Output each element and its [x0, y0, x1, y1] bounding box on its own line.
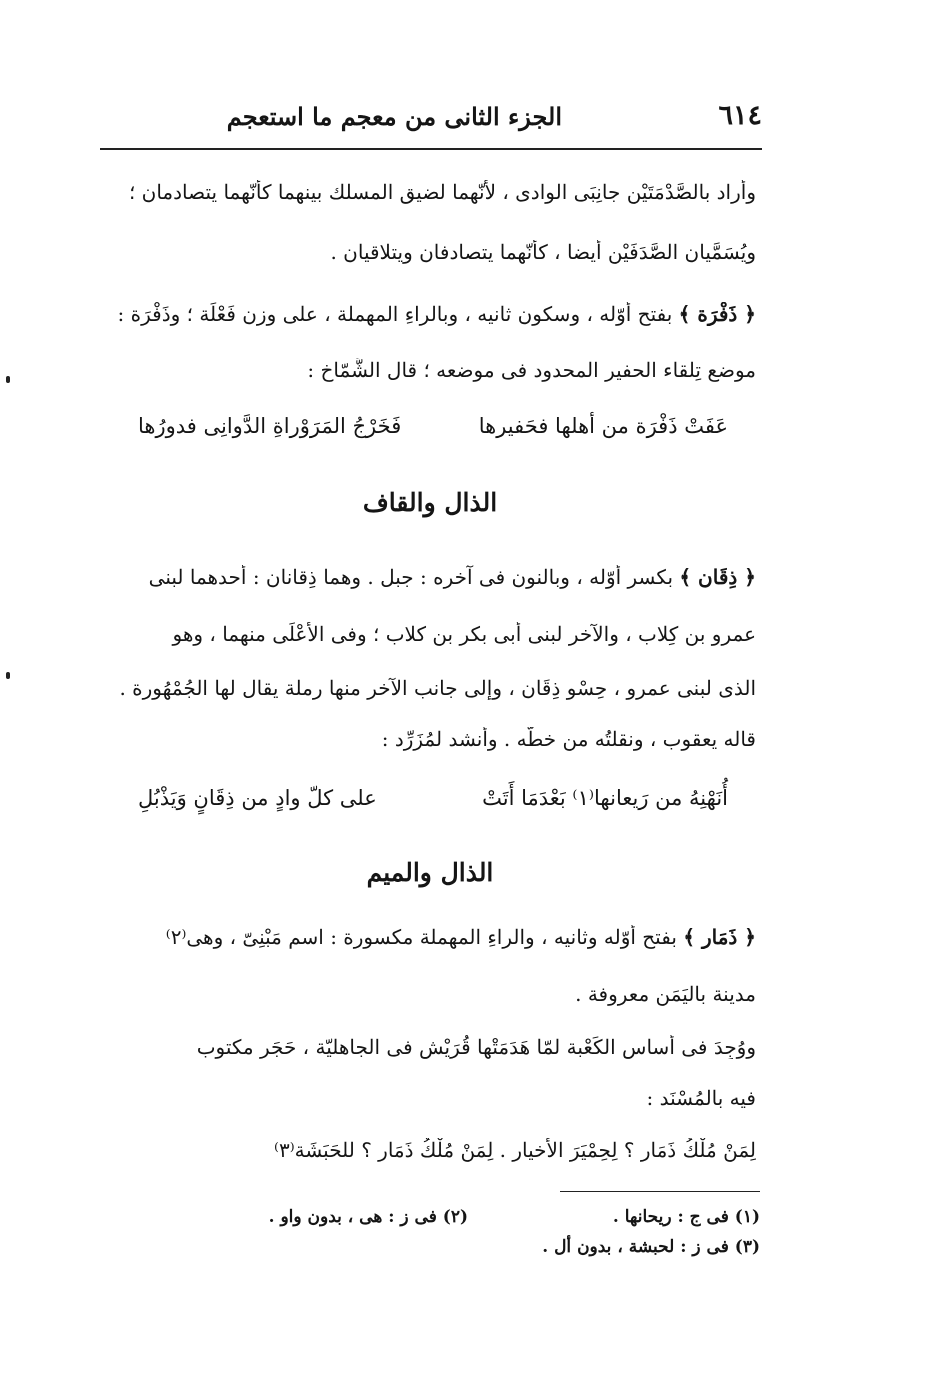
- verse-2: [138, 786, 728, 836]
- dhiqan-line3: الذى لبنى عمرو ، حِسْو ذِقَان ، وإلى جانب الآخر منها رملة يقال لها الجُمْهُورة .: [119, 676, 756, 700]
- footnote-2: (٢) فى ز : هى ، بدون واو .: [268, 1207, 468, 1227]
- text-line: [104, 727, 756, 751]
- footnote-3: (٣) فى ز : لحبشة ، بدون أل .: [542, 1237, 760, 1257]
- text-line: [104, 676, 756, 700]
- headword-dhafra: ﴿ ذَفْرَة ﴾: [678, 302, 756, 326]
- section-heading-dhal-qaf: الذال والقاف: [362, 488, 498, 517]
- footnote-rule: [560, 1191, 760, 1192]
- dhiqan-line2: عمرو بن كِلاب ، والآخر لبنى أبى بكر بن كلاب ؛ وفى الأعْلَى منهما ، وهو: [172, 622, 756, 646]
- page-header: [100, 98, 762, 142]
- dhiqan-line4: قاله يعقوب ، ونقلتُه من خطّه . وأنشد لمُزَرِّد :: [381, 727, 756, 751]
- verse2-hemistich-1: أُنَهْنِهُ من رَيعانها⁽١⁾ بَعْدَمَا أَتَتْ: [482, 786, 728, 810]
- text-line: [104, 240, 756, 264]
- text-line: [104, 1086, 756, 1110]
- verse2-hemistich-2: على كلّ وادٍ من ذِقَانٍ وَيَذْبُلِ: [138, 786, 377, 810]
- entry-dhiqan: [104, 565, 756, 589]
- headword-dhamar: ﴿ ذَمَار ﴾: [683, 925, 756, 949]
- page-number: ٦١٤: [718, 100, 762, 131]
- text-line: [104, 622, 756, 646]
- dhiqan-line1: بكسر أوّله ، وبالنون فى آخره : جبل . وهما ذِقانان : أحدهما لبنى: [148, 565, 674, 589]
- verse1-hemistich-2: فَخَرْجُ المَرَوْراةِ الدَّوانِى فدورُها: [138, 414, 402, 438]
- inscription-text: لِمَنْ مُلْكُ ذَمَار ؟ لِحِمْيَرَ الأخيار . لِمَنْ مُلْكُ ذَمَار ؟ للحَبَشَة⁽٣⁾: [274, 1138, 756, 1162]
- text-line: [104, 358, 756, 382]
- entry-dhamar: [104, 925, 756, 949]
- found-line2: فيه بالمُسْنَد :: [646, 1086, 756, 1110]
- text-line: [104, 1035, 756, 1059]
- scan-speck: [6, 672, 10, 679]
- dhamar-line1: بفتح أوّله وثانيه ، والراءِ المهملة مكسورة : اسم مَبْنِىّ ، وهى⁽٢⁾: [165, 925, 677, 949]
- verse1-hemistich-1: عَفَتْ ذَفْرَة من أهلها فحَفيرها: [478, 414, 728, 438]
- header-rule: [100, 148, 762, 150]
- dhamar-line2: مدينة باليَمَن معروفة .: [575, 982, 756, 1006]
- para1-line2: ويُسَمَّيان الصَّدَفَيْن أيضا ، كأنّهما يتصادفان ويتلاقيان .: [330, 240, 756, 264]
- scan-speck: [6, 376, 10, 383]
- section-heading-dhal-mim: الذال والميم: [366, 858, 494, 887]
- verse-1: [138, 414, 728, 464]
- footnote-1: (١) فى ج : ريحانها .: [612, 1207, 760, 1227]
- headword-dhiqan: ﴿ ذِقَان ﴾: [679, 565, 756, 589]
- found-line1: ووُجِدَ فى أساس الكَعْبة لمّا هَدَمَتْها قُرَيْش فى الجاهليّة ، حَجَر مكتوب: [196, 1035, 756, 1059]
- dhafra-line2: موضع تِلقاء الحفير المحدود فى موضعه ؛ قال الشَّمّاخ :: [307, 358, 756, 382]
- text-line: [104, 180, 756, 204]
- running-title: الجزء الثانى من معجم ما استعجم: [226, 102, 562, 131]
- dhafra-line1: بفتح أوّله ، وسكون ثانيه ، وبالراءِ المهملة ، على وزن فَعْلَة ؛ وذَفْرَة :: [117, 302, 673, 326]
- inscription-line: [104, 1138, 756, 1162]
- text-line: [104, 982, 756, 1006]
- para1-line1: وأراد بالصَّدْمَتَيْن جانِبَى الوادى ، لأنّهما لضيق المسلك بينهما كأنّهما يتصادمان ؛: [128, 180, 756, 204]
- entry-dhafra: [104, 302, 756, 326]
